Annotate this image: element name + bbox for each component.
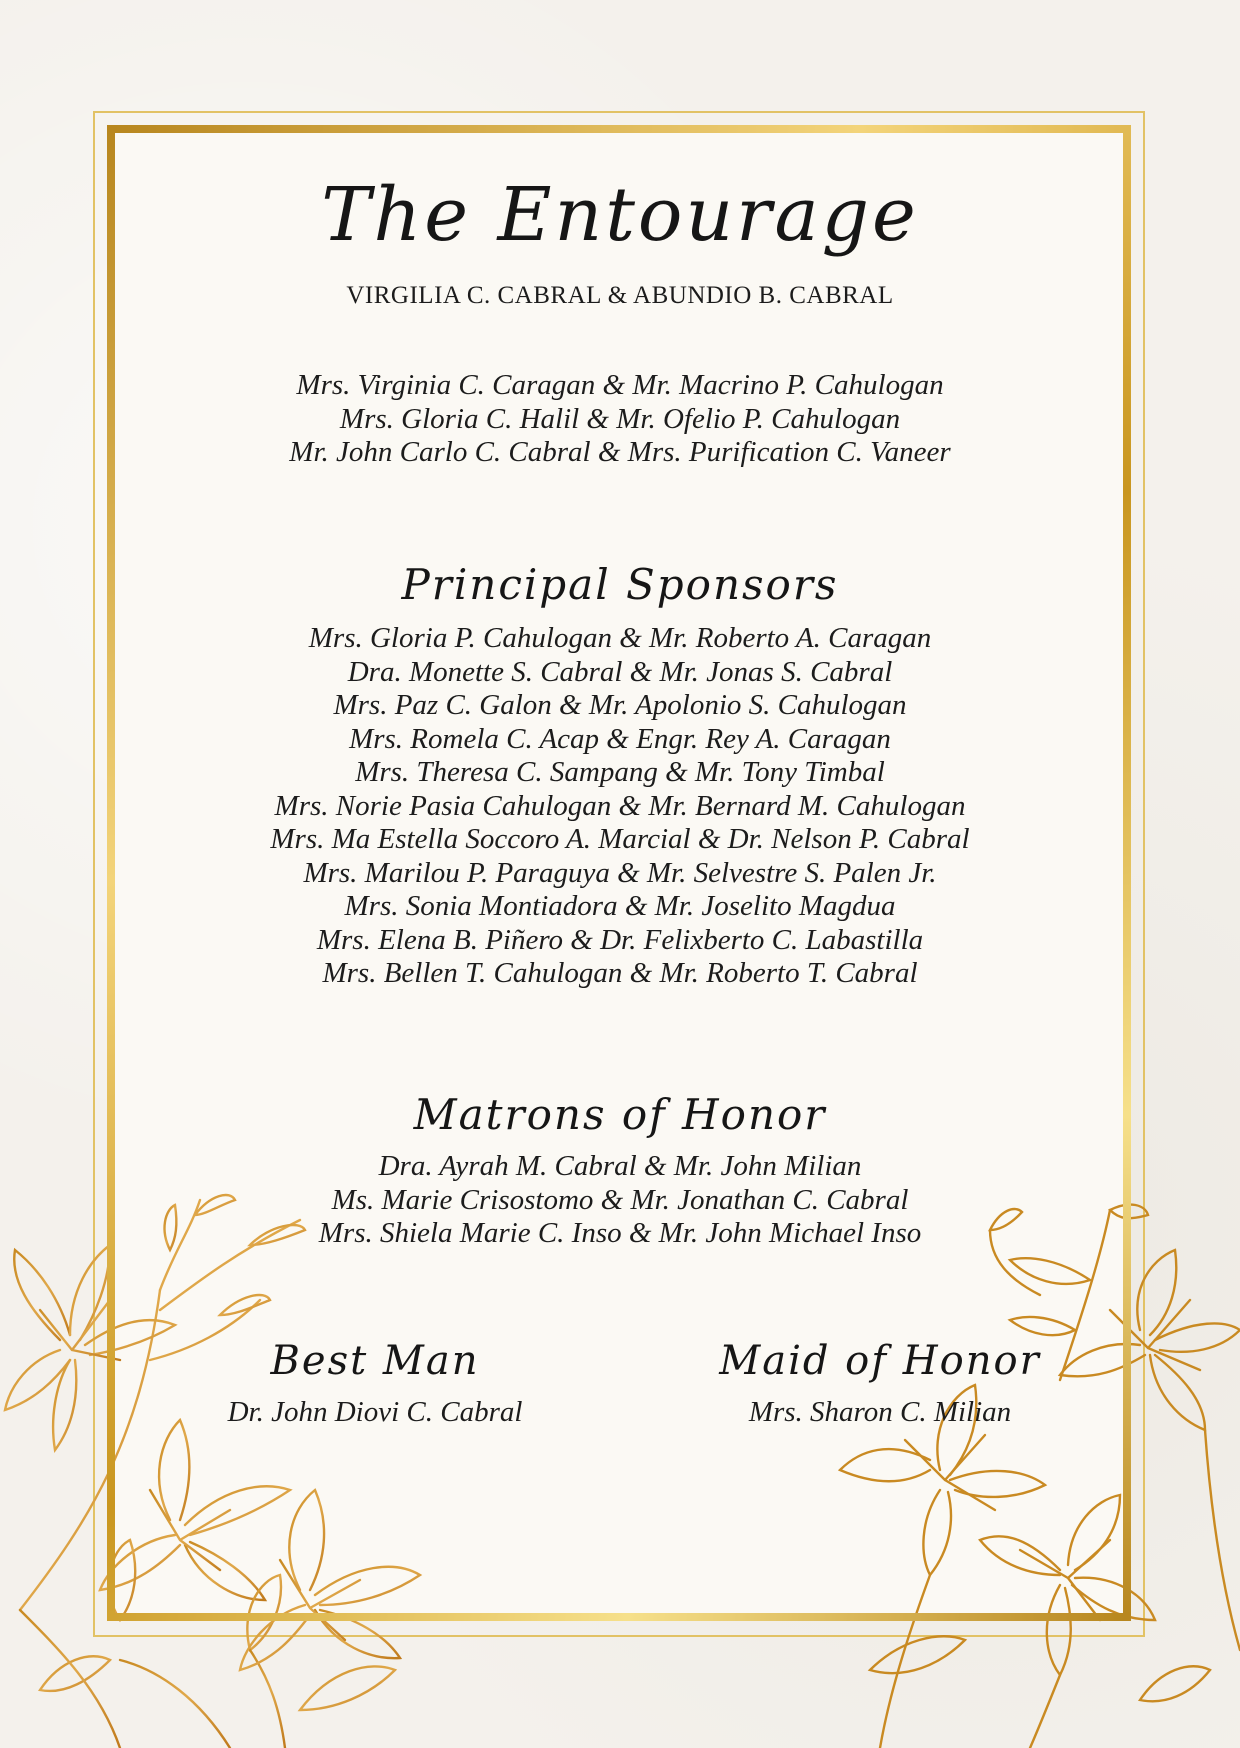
page-title: The Entourage <box>321 172 919 258</box>
principal-sponsors-heading: Principal Sponsors <box>401 560 839 609</box>
list-item: Mrs. Shiela Marie C. Inso & Mr. John Michael Inso <box>318 1217 922 1249</box>
list-item: Ms. Marie Crisostomo & Mr. Jonathan C. Cabral <box>331 1183 909 1216</box>
parents-sponsors-list <box>0 369 1240 470</box>
best-man-name: Dr. John Diovi C. Cabral <box>227 1396 523 1428</box>
principal-sponsors-list <box>0 622 1240 991</box>
list-item: Mrs. Bellen T. Cahulogan & Mr. Roberto T. Cabral <box>322 957 918 989</box>
list-item: Mrs. Romela C. Acap & Engr. Rey A. Caragan <box>349 722 891 755</box>
list-item: Dra. Monette S. Cabral & Mr. Jonas S. Cabral <box>347 655 893 688</box>
list-item: Mrs. Theresa C. Sampang & Mr. Tony Timbal <box>355 756 885 788</box>
list-item: Mrs. Norie Pasia Cahulogan & Mr. Bernard M. Cahulogan <box>274 789 966 822</box>
matrons-of-honor-list <box>0 1150 1240 1251</box>
matrons-of-honor-heading: Matrons of Honor <box>413 1090 827 1139</box>
list-item: Mrs. Gloria P. Cahulogan & Mr. Roberto A. Caragan <box>308 622 932 654</box>
list-item: Mrs. Ma Estella Soccoro A. Marcial & Dr. Nelson P. Cabral <box>270 823 970 855</box>
list-item: Mrs. Marilou P. Paraguya & Mr. Selvestre S. Palen Jr. <box>303 856 937 889</box>
list-item: Mr. John Carlo C. Cabral & Mrs. Purification C. Vaneer <box>289 436 951 468</box>
list-item: Mrs. Elena B. Piñero & Dr. Felixberto C. Labastilla <box>316 923 924 956</box>
maid-of-honor-heading: Maid of Honor <box>719 1338 1041 1384</box>
list-item: Mrs. Paz C. Galon & Mr. Apolonio S. Cahulogan <box>333 689 907 721</box>
list-item: Mrs. Virginia C. Caragan & Mr. Macrino P. Cahulogan <box>296 369 944 401</box>
best-man-heading: Best Man <box>270 1338 480 1384</box>
maid-of-honor-name: Mrs. Sharon C. Milian <box>748 1396 1012 1428</box>
list-item: Mrs. Sonia Montiadora & Mr. Joselito Magdua <box>344 890 896 922</box>
list-item: Mrs. Gloria C. Halil & Mr. Ofelio P. Cahulogan <box>339 402 901 435</box>
parents-line: VIRGILIA C. CABRAL & ABUNDIO B. CABRAL <box>346 282 894 309</box>
list-item: Dra. Ayrah M. Cabral & Mr. John Milian <box>378 1150 862 1182</box>
